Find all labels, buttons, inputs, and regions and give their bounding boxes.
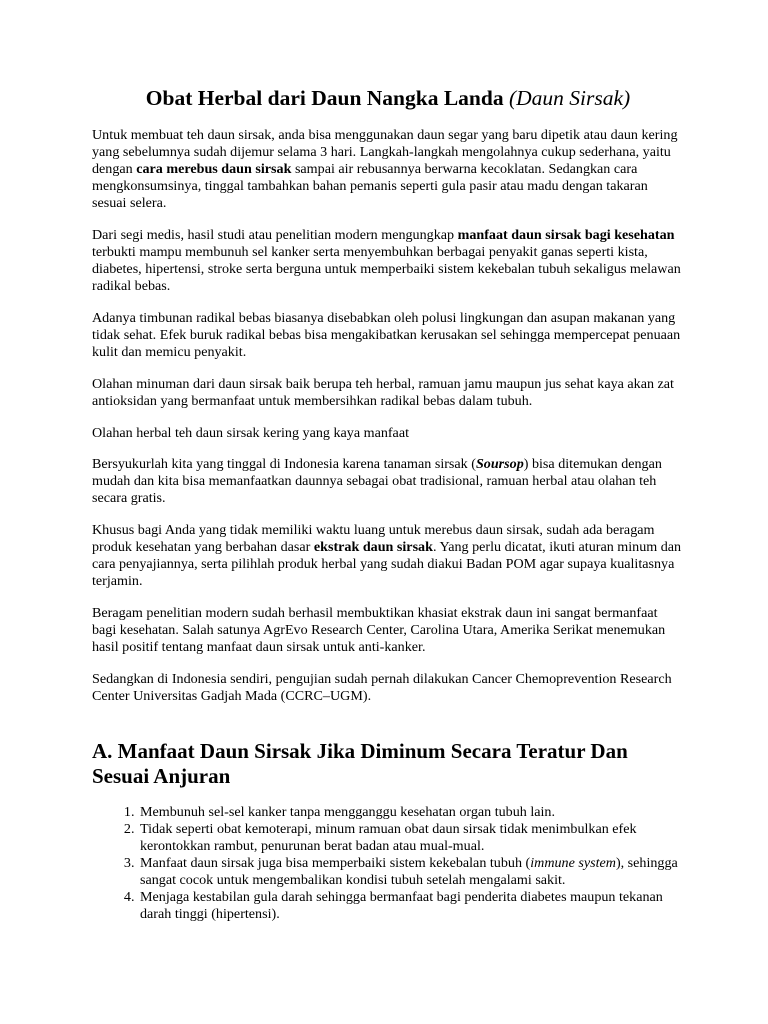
list-item — [138, 855, 684, 889]
text-run: terbukti mampu membunuh sel kanker serta menyembuhkan berbagai penyakit ganas seperti kista, diabetes, hipertensi, stroke serta berguna untuk memperbaiki sistem kekebalan tubuh sekaligus melawan radikal bebas. — [92, 243, 681, 294]
paragraph-2 — [92, 227, 684, 295]
text-run: . Yang perlu dicatat, ikuti aturan minum dan cara penyajiannya, serta pilihlah produk herbal yang sudah diakui Badan POM agar supaya kualitasnya terjamin. — [92, 538, 682, 589]
text-run: Untuk membuat teh daun sirsak, anda bisa menggunakan daun segar yang baru dipetik atau daun kering yang sebelumnya sudah dijemur selama 3 hari. Langkah-langkah mengolahnya cukup sederhana, yaitu dengan — [92, 126, 678, 177]
text-run: Olahan minuman dari daun sirsak baik berupa teh herbal, ramuan jamu maupun jus sehat kaya akan zat antioksidan yang bermanfaat untuk membersihkan radikal bebas dalam tubuh. — [92, 375, 674, 409]
benefits-list — [92, 804, 684, 923]
list-item — [138, 889, 684, 923]
paragraph-6 — [92, 456, 684, 507]
title-subtitle: (Daun Sirsak) — [508, 86, 631, 110]
paragraph-3 — [92, 310, 684, 361]
title-main: Obat Herbal dari Daun Nangka Landa — [145, 86, 504, 110]
text-run: Beragam penelitian modern sudah berhasil membuktikan khasiat ekstrak daun ini sangat bermanfaat bagi kesehatan. Salah satunya AgrEvo Research Center, Carolina Utara, Amerika Serikat menemukan hasil positif tentang manfaat daun sirsak untuk anti-kanker. — [92, 604, 666, 655]
paragraph-8 — [92, 605, 684, 656]
text-run: sampai air rebusannya berwarna kecoklatan. Sedangkan cara mengkonsumsinya, tinggal tambahkan bahan pemanis seperti gula pasir atau madu dengan takaran sesuai selera. — [92, 160, 648, 211]
paragraph-4 — [92, 376, 684, 410]
italic-text: immune system — [530, 854, 616, 871]
list-item — [138, 804, 684, 821]
text-run: ) bisa ditemukan dengan mudah dan kita bisa memanfaatkan daunnya sebagai obat tradisional, ramuan herbal atau olahan teh secara gratis. — [92, 455, 662, 506]
document-page — [92, 86, 684, 923]
bold-text: ekstrak daun sirsak — [313, 538, 433, 555]
text-run: Bersyukurlah kita yang tinggal di Indonesia karena tanaman sirsak ( — [92, 455, 476, 472]
paragraph-1 — [92, 127, 684, 212]
text-run: Dari segi medis, hasil studi atau penelitian modern mengungkap — [92, 226, 458, 243]
bold-text: manfaat daun sirsak bagi kesehatan — [457, 226, 675, 243]
text-run: Manfaat daun sirsak juga bisa memperbaiki sistem kekebalan tubuh ( — [140, 854, 531, 871]
paragraph-7 — [92, 522, 684, 590]
section-heading: A. Manfaat Daun Sirsak Jika Diminum Secara Teratur Dan Sesuai Anjuran — [92, 738, 628, 788]
text-run: Menjaga kestabilan gula darah sehingga bermanfaat bagi penderita diabetes maupun tekanan darah tinggi (hipertensi). — [140, 888, 663, 922]
text-run: Khusus bagi Anda yang tidak memiliki waktu luang untuk merebus daun sirsak, sudah ada beragam produk kesehatan yang berbahan dasar — [92, 521, 655, 555]
text-run: ), sehingga sangat cocok untuk mengembalikan kondisi tubuh setelah mengalami sakit. — [140, 854, 678, 888]
page-title — [92, 86, 684, 112]
paragraph-9 — [92, 671, 684, 705]
text-run: Tidak seperti obat kemoterapi, minum ramuan obat daun sirsak tidak menimbulkan efek kerontokkan rambut, penurunan berat badan atau mual-mual. — [140, 820, 637, 854]
bold-italic-text: Soursop — [475, 455, 524, 472]
text-run: Olahan herbal teh daun sirsak kering yang kaya manfaat — [92, 424, 409, 441]
paragraph-5 — [92, 425, 684, 442]
text-run: Sedangkan di Indonesia sendiri, pengujian sudah pernah dilakukan Cancer Chemoprevention Research Center Universitas Gadjah Mada (CCRC–UGM). — [92, 670, 672, 704]
list-item — [138, 821, 684, 855]
text-run: Membunuh sel-sel kanker tanpa mengganggu kesehatan organ tubuh lain. — [140, 803, 556, 820]
bold-text: cara merebus daun sirsak — [136, 160, 292, 177]
text-run: Adanya timbunan radikal bebas biasanya disebabkan oleh polusi lingkungan dan asupan makanan yang tidak sehat. Efek buruk radikal bebas bisa mengakibatkan kerusakan sel sehingga mempercepat penuaan kulit dan memicu penyakit. — [92, 309, 681, 360]
